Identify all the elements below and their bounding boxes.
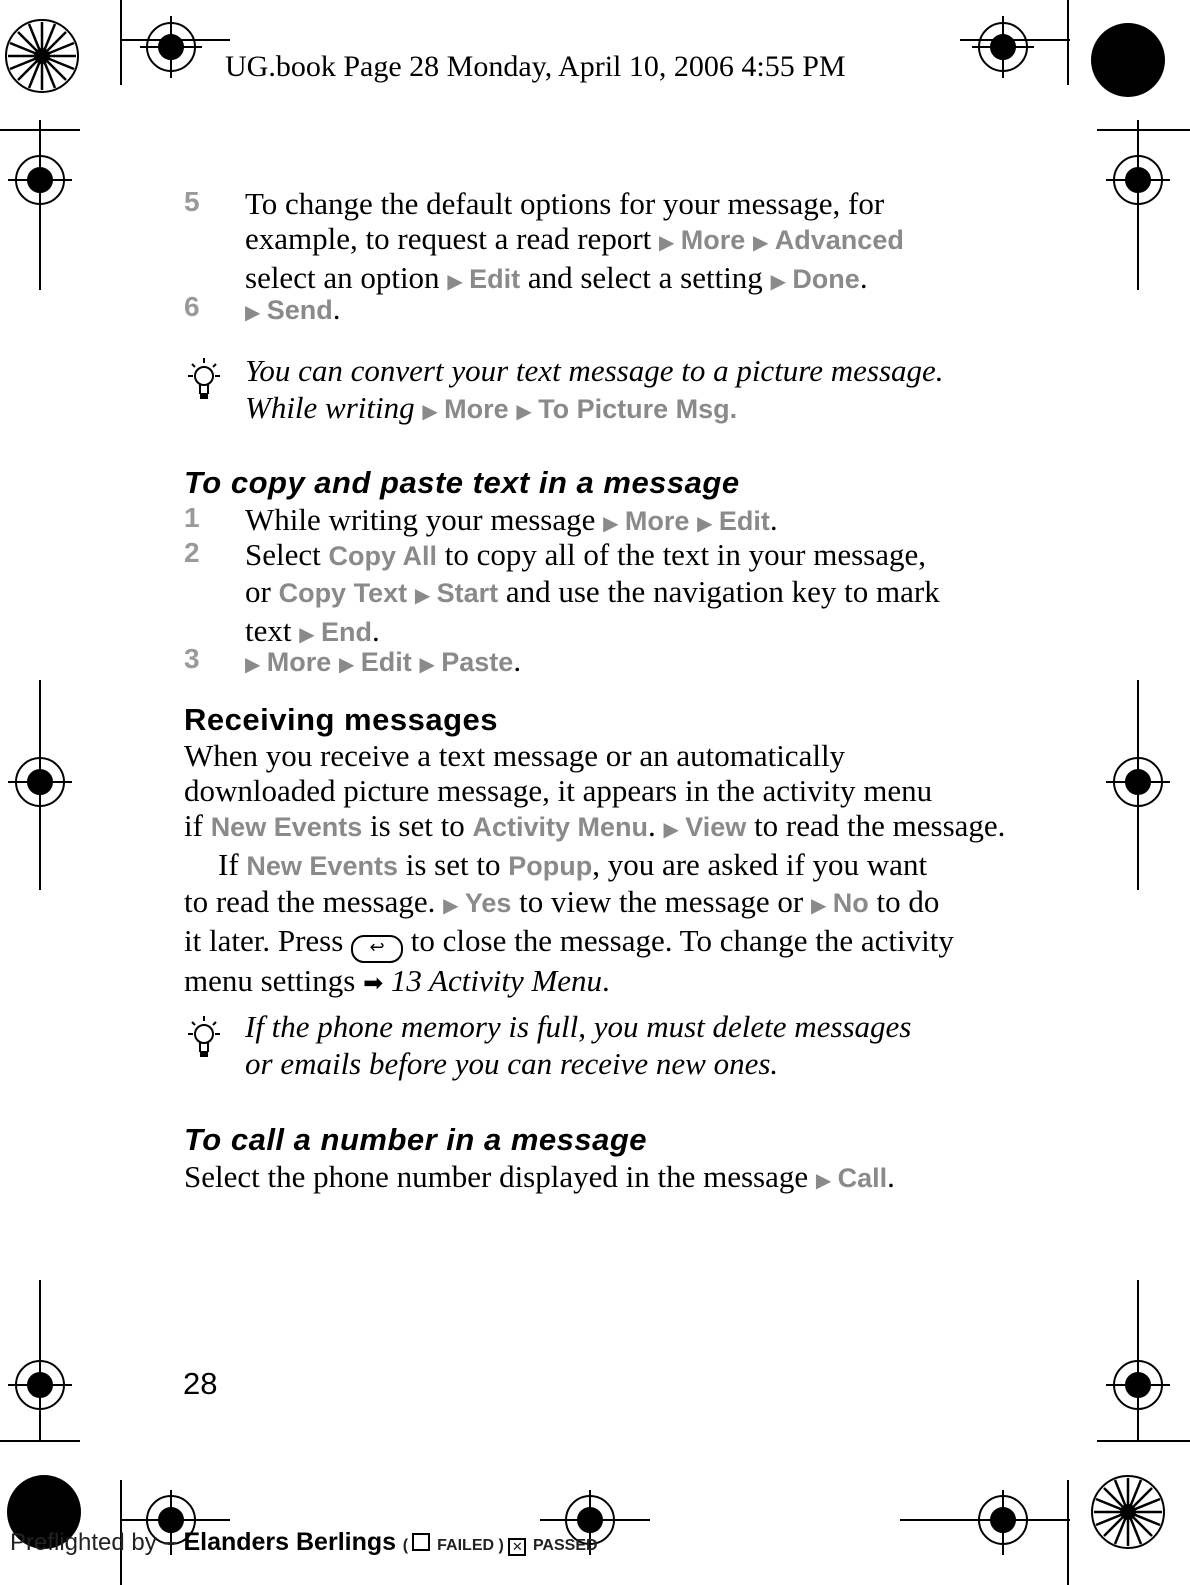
right-triangle-icon: ▶ xyxy=(811,893,833,917)
menu-item-paste: Paste xyxy=(441,647,514,677)
heading-copy-paste: To copy and paste text in a message xyxy=(184,465,740,500)
print-header: UG.book Page 28 Monday, April 10, 2006 4:55 PM xyxy=(225,50,846,83)
right-triangle-icon: ▶ xyxy=(339,652,361,676)
step-6-text: ▶ Send. xyxy=(245,291,341,326)
right-triangle-icon: ▶ xyxy=(603,511,625,535)
setting-new-events: New Events xyxy=(246,851,398,881)
menu-item-advanced: Advanced xyxy=(774,225,904,255)
menu-item-edit: Edit xyxy=(469,264,521,294)
right-triangle-icon: ▶ xyxy=(419,652,442,676)
lightbulb-icon xyxy=(180,354,224,402)
receiving-paragraph: When you receive a text message or an automatically downloaded picture message, it appears in the activity menu if New Events is set to Activity Menu. ▶ View to read the message. If New Events is set to Popup, you are asked if you want to read the message. ▶ Yes to view the message or ▶ No to do it later. Press ↩ to close the message. To change the activity menu settings ➡ 13 Activity Menu. xyxy=(184,738,1006,998)
right-triangle-icon: ▶ xyxy=(753,230,775,254)
elanders-logo: Elanders Berlings xyxy=(183,1528,397,1556)
menu-item-more: More xyxy=(680,225,746,255)
menu-item-call: Call xyxy=(837,1163,888,1193)
step-5-text: To change the default options for your message, for example, to request a read report ▶ More ▶ Advanced select an option ▶ Edit and select a setting ▶ Done. xyxy=(245,186,904,295)
step-number: 6 xyxy=(184,291,200,322)
right-triangle-icon: ▶ xyxy=(815,1168,838,1192)
heading-call-number: To call a number in a message xyxy=(184,1122,648,1157)
lightbulb-icon xyxy=(180,1012,224,1060)
page-number: 28 xyxy=(183,1366,218,1401)
step-number: 5 xyxy=(184,186,200,217)
menu-item-view: View xyxy=(685,812,747,842)
right-triangle-icon: ▶ xyxy=(659,230,681,254)
menu-item-no: No xyxy=(832,888,869,918)
right-triangle-icon: ▶ xyxy=(299,622,321,646)
back-key-icon: ↩ xyxy=(351,935,403,963)
cross-reference: 13 Activity Menu xyxy=(390,963,603,998)
right-triangle-icon: ▶ xyxy=(245,300,267,324)
menu-item-more: More xyxy=(624,506,690,536)
menu-item-copy-text: Copy Text xyxy=(278,578,408,608)
right-triangle-icon: ▶ xyxy=(245,652,267,676)
right-triangle-icon: ▶ xyxy=(770,269,793,293)
step-number: 1 xyxy=(184,502,200,533)
arrow-right-icon: ➡ xyxy=(363,969,391,997)
right-triangle-icon: ▶ xyxy=(422,399,445,423)
menu-item-done: Done xyxy=(792,264,860,294)
call-instructions: Select the phone number displayed in the message ▶ Call. xyxy=(184,1159,895,1194)
right-triangle-icon: ▶ xyxy=(697,511,719,535)
menu-item-more: More xyxy=(266,647,332,677)
menu-item-start: Start xyxy=(436,578,499,608)
copy-step-3: ▶ More ▶ Edit ▶ Paste. xyxy=(245,643,522,678)
tip-memory-full: If the phone memory is full, you must delete messages or emails before you can receive new ones. xyxy=(245,1009,912,1081)
copy-step-1: While writing your message ▶ More ▶ Edit. xyxy=(245,502,778,537)
menu-item-edit: Edit xyxy=(360,647,412,677)
menu-item-end: End xyxy=(321,617,372,647)
right-triangle-icon: ▶ xyxy=(447,269,470,293)
preflight-stamp: Preflighted by – Elanders Berlings ( FAILED ) ✕ PASSED xyxy=(10,1528,598,1556)
right-triangle-icon: ▶ xyxy=(516,399,539,423)
setting-popup: Popup xyxy=(508,851,593,881)
menu-item-yes: Yes xyxy=(464,888,512,918)
copy-step-2: Select Copy All to copy all of the text in your message, or Copy Text ▶ Start and use the navigation key to mark text ▶ End. xyxy=(245,537,940,648)
right-triangle-icon: ▶ xyxy=(663,817,686,841)
checkbox-failed-icon xyxy=(412,1533,430,1551)
right-triangle-icon: ▶ xyxy=(443,893,465,917)
step-number: 3 xyxy=(184,643,200,674)
menu-item-edit: Edit xyxy=(718,506,770,536)
setting-activity-menu: Activity Menu xyxy=(472,812,649,842)
heading-receiving: Receiving messages xyxy=(184,702,499,737)
menu-item-more: More xyxy=(444,394,509,424)
tip-convert-picture: You can convert your text message to a picture message. While writing ▶ More ▶ To Picture Msg. xyxy=(245,353,944,425)
menu-item-copy-all: Copy All xyxy=(328,541,438,571)
right-triangle-icon: ▶ xyxy=(414,583,437,607)
menu-item-to-picture-msg: To Picture Msg. xyxy=(538,394,738,424)
menu-item-send: Send xyxy=(266,295,333,325)
checkbox-passed-icon: ✕ xyxy=(508,1538,526,1556)
step-number: 2 xyxy=(184,537,200,568)
setting-new-events: New Events xyxy=(210,812,363,842)
